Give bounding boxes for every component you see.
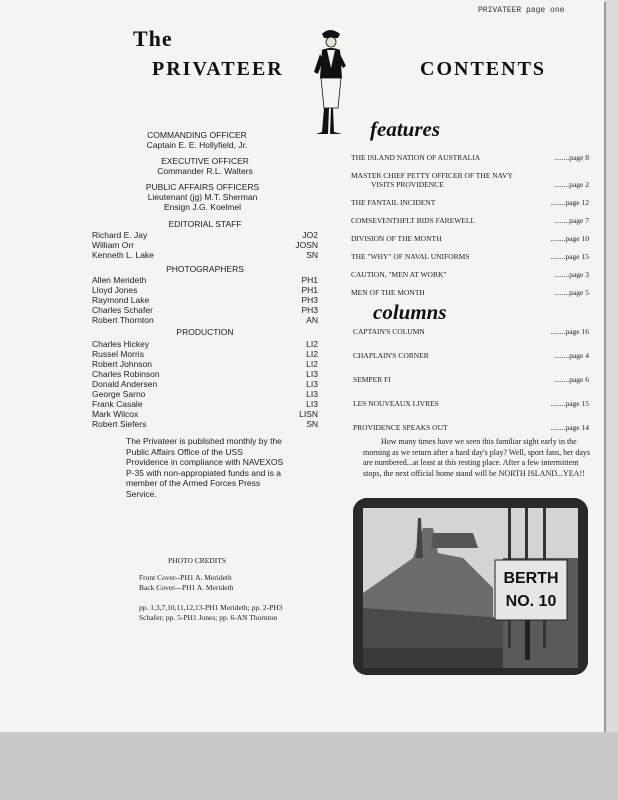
staff-name: Russel Morris <box>92 349 144 359</box>
staff-row <box>92 379 318 389</box>
staff-row <box>92 240 318 250</box>
title-the: The <box>133 26 173 51</box>
staff-row <box>92 275 318 285</box>
toc-entry[interactable]: CHAPLAIN'S CORNER ........page 4 <box>353 351 589 360</box>
toc-title: CAPTAIN'S COLUMN <box>353 327 425 336</box>
commanding-officer-block <box>122 130 272 150</box>
berth-sign-line1: BERTH <box>503 570 559 587</box>
photo-credit-line: Back Cover---PH1 A. Merideth <box>139 583 234 592</box>
toc-page: 6 <box>585 375 589 384</box>
berth-sign-line2: NO. 10 <box>505 593 557 610</box>
toc-page: 15 <box>581 252 589 261</box>
staff-rate: LI3 <box>306 379 318 389</box>
staff-row <box>92 250 318 260</box>
features-list <box>351 153 589 306</box>
toc-entry[interactable]: THE FANTAIL INCIDENT ........page 12 <box>351 198 589 207</box>
toc-page: 8 <box>585 153 589 162</box>
staff-row <box>92 409 318 419</box>
toc-title: SEMPER FI <box>353 375 391 384</box>
toc-title: MEN OF THE MONTH <box>351 288 425 297</box>
staff-row <box>92 305 318 315</box>
toc-title: THE ISLAND NATION OF AUSTRALIA <box>351 153 481 162</box>
staff-rate: PH1 <box>301 275 318 285</box>
staff-row <box>92 389 318 399</box>
toc-page: 15 <box>581 399 589 408</box>
staff-row <box>92 295 318 305</box>
staff-rate: PH3 <box>301 305 318 315</box>
toc-entry[interactable]: THE ISLAND NATION OF AUSTRALIA ........page 8 <box>351 153 589 162</box>
staff-rate: LI3 <box>306 389 318 399</box>
staff-rate: SN <box>306 419 318 429</box>
public-affairs-name: Ensign J.G. Koelmel <box>163 202 241 212</box>
toc-entry[interactable]: MASTER CHIEF PETTY OFFICER OF THE NAVY VISITS PROVIDENCE ........page 2 <box>351 171 589 189</box>
staff-rate: AN <box>306 315 318 325</box>
staff-rate: LI3 <box>306 399 318 409</box>
production-list <box>92 339 318 429</box>
staff-name: Charles Hickey <box>92 339 150 349</box>
staff-name: George Sarno <box>92 389 146 399</box>
toc-entry[interactable]: MEN OF THE MONTH ........page 5 <box>351 288 589 297</box>
staff-name: William Orr <box>92 240 135 250</box>
toc-page: 2 <box>585 180 589 189</box>
toc-entry[interactable]: THE "WHY" OF NAVAL UNIFORMS ........page 15 <box>351 252 589 261</box>
executive-officer-name: Commander R.L. Walters <box>157 166 253 176</box>
toc-title: DIVISION OF THE MONTH <box>351 234 442 243</box>
toc-page: 7 <box>585 216 589 225</box>
public-affairs-block <box>125 182 280 212</box>
public-affairs-heading: PUBLIC AFFAIRS OFFICERS <box>145 182 260 192</box>
photographers-list <box>92 275 318 325</box>
toc-title: COMSEVENTHFLT BIDS FAREWELL <box>351 216 476 225</box>
staff-name: Allen Merideth <box>92 275 147 285</box>
photographers-heading: PHOTOGRAPHERS <box>166 264 244 274</box>
staff-name: Robert Thornton <box>92 315 154 325</box>
staff-row <box>92 359 318 369</box>
commanding-officer-heading: COMMANDING OFFICER <box>147 130 247 140</box>
commanding-officer-name: Captain E. E. Hollyfield, Jr. <box>146 140 248 150</box>
publication-note: The Privateer is published monthly by the Public Affairs Office of the USS Providence in compliance with NAVEXOS P-35 with non-appropiated funds and is a member of the Armed Forces Press Service. <box>126 436 284 499</box>
staff-rate: JO2 <box>302 230 318 240</box>
toc-title: THE "WHY" OF NAVAL UNIFORMS <box>351 252 470 261</box>
staff-row <box>92 315 318 325</box>
staff-rate: LI2 <box>306 339 318 349</box>
toc-title-cont: VISITS PROVIDENCE <box>371 180 444 189</box>
toc-page: 12 <box>581 198 589 207</box>
staff-name: Robert Siefers <box>92 419 147 429</box>
features-heading: features <box>370 117 440 141</box>
staff-row <box>92 369 318 379</box>
photo-credit-pages: pp. 1,3,7,10,11,12,13-PH1 Merideth; pp. 2-PH3 Schafer; pp. 5-PH1 Jones; pp. 6-AN Thornton <box>139 603 283 622</box>
staff-name: Robert Johnson <box>92 359 153 369</box>
editorial-list <box>92 230 318 260</box>
staff-row <box>92 419 318 429</box>
photo-credits-heading: PHOTO CREDITS <box>168 556 226 565</box>
staff-row <box>92 285 318 295</box>
toc-title: THE FANTAIL INCIDENT <box>351 198 436 207</box>
ship-berth-photo <box>353 498 588 675</box>
toc-title: LES NOUVEAUX LIVRES <box>353 399 439 408</box>
executive-officer-heading: EXECUTIVE OFFICER <box>161 156 249 166</box>
staff-name: Charles Robinson <box>92 369 160 379</box>
toc-entry[interactable]: PROVIDENCE SPEAKS OUT ........page 14 <box>353 423 589 432</box>
staff-row <box>92 230 318 240</box>
scan-background <box>0 732 618 800</box>
executive-officer-block <box>140 156 270 176</box>
staff-rate: SN <box>306 250 318 260</box>
staff-row <box>92 399 318 409</box>
toc-entry[interactable]: COMSEVENTHFLT BIDS FAREWELL ........page 7 <box>351 216 589 225</box>
toc-title: PROVIDENCE SPEAKS OUT <box>353 423 448 432</box>
toc-page: 10 <box>581 234 589 243</box>
toc-entry[interactable]: CAPTAIN'S COLUMN ........page 16 <box>353 327 589 336</box>
staff-rate: JOSN <box>295 240 318 250</box>
toc-page: 14 <box>581 423 589 432</box>
toc-entry[interactable]: DIVISION OF THE MONTH ........page 10 <box>351 234 589 243</box>
staff-rate: PH3 <box>301 295 318 305</box>
toc-entry[interactable]: LES NOUVEAUX LIVRES ........page 15 <box>353 399 589 408</box>
staff-name: Raymond Lake <box>92 295 150 305</box>
columns-heading: columns <box>373 300 447 324</box>
editorial-heading: EDITORIAL STAFF <box>168 219 242 229</box>
privateer-figure-illustration <box>312 28 348 138</box>
toc-page: 4 <box>585 351 589 360</box>
toc-entry[interactable]: SEMPER FI ........page 6 <box>353 375 589 384</box>
staff-name: Kenneth L. Lake <box>92 250 154 260</box>
staff-rate: LI3 <box>306 369 318 379</box>
toc-title: MASTER CHIEF PETTY OFFICER OF THE NAVY <box>351 171 513 180</box>
toc-title: CHAPLAIN'S CORNER <box>353 351 429 360</box>
photo-credit-line: Front Cover--PH1 A. Merideth <box>139 573 232 582</box>
staff-name: Mark Wilcox <box>92 409 139 419</box>
photo-credits-list <box>139 573 289 623</box>
toc-page: 3 <box>585 270 589 279</box>
staff-rate: PH1 <box>301 285 318 295</box>
berth-caption: How many times have we seen this familiar sight early in the morning as we return after a hard day's play? Well, sport fans, her days are numbered...at least at this resting place. After a few intermittent stops, the next official home stand will be NORTH ISLAND...YEA!! <box>363 437 591 478</box>
toc-page: 16 <box>581 327 589 336</box>
staff-row <box>92 349 318 359</box>
toc-title: CAUTION, "MEN AT WORK" <box>351 270 447 279</box>
staff-rate: LI2 <box>306 359 318 369</box>
staff-name: Richard E. Jay <box>92 230 148 240</box>
staff-row <box>92 339 318 349</box>
toc-page: 5 <box>585 288 589 297</box>
staff-name: Lloyd Jones <box>92 285 138 295</box>
toc-entry[interactable]: CAUTION, "MEN AT WORK" ........page 3 <box>351 270 589 279</box>
masthead-title: PRIVATEER <box>152 58 284 80</box>
ship-photo-illustration <box>353 498 588 675</box>
staff-name: Frank Casale <box>92 399 143 409</box>
contents-title: CONTENTS <box>420 58 547 80</box>
staff-name: Donald Andersen <box>92 379 158 389</box>
production-heading: PRODUCTION <box>176 327 234 337</box>
staff-name: Charles Schafer <box>92 305 153 315</box>
staff-rate: LISN <box>299 409 318 419</box>
page-header: PRIVATEER page one <box>478 6 565 15</box>
columns-list <box>353 327 589 441</box>
staff-rate: LI2 <box>306 349 318 359</box>
public-affairs-name: Lieutenant (jg) M.T. Sherman <box>147 192 258 202</box>
